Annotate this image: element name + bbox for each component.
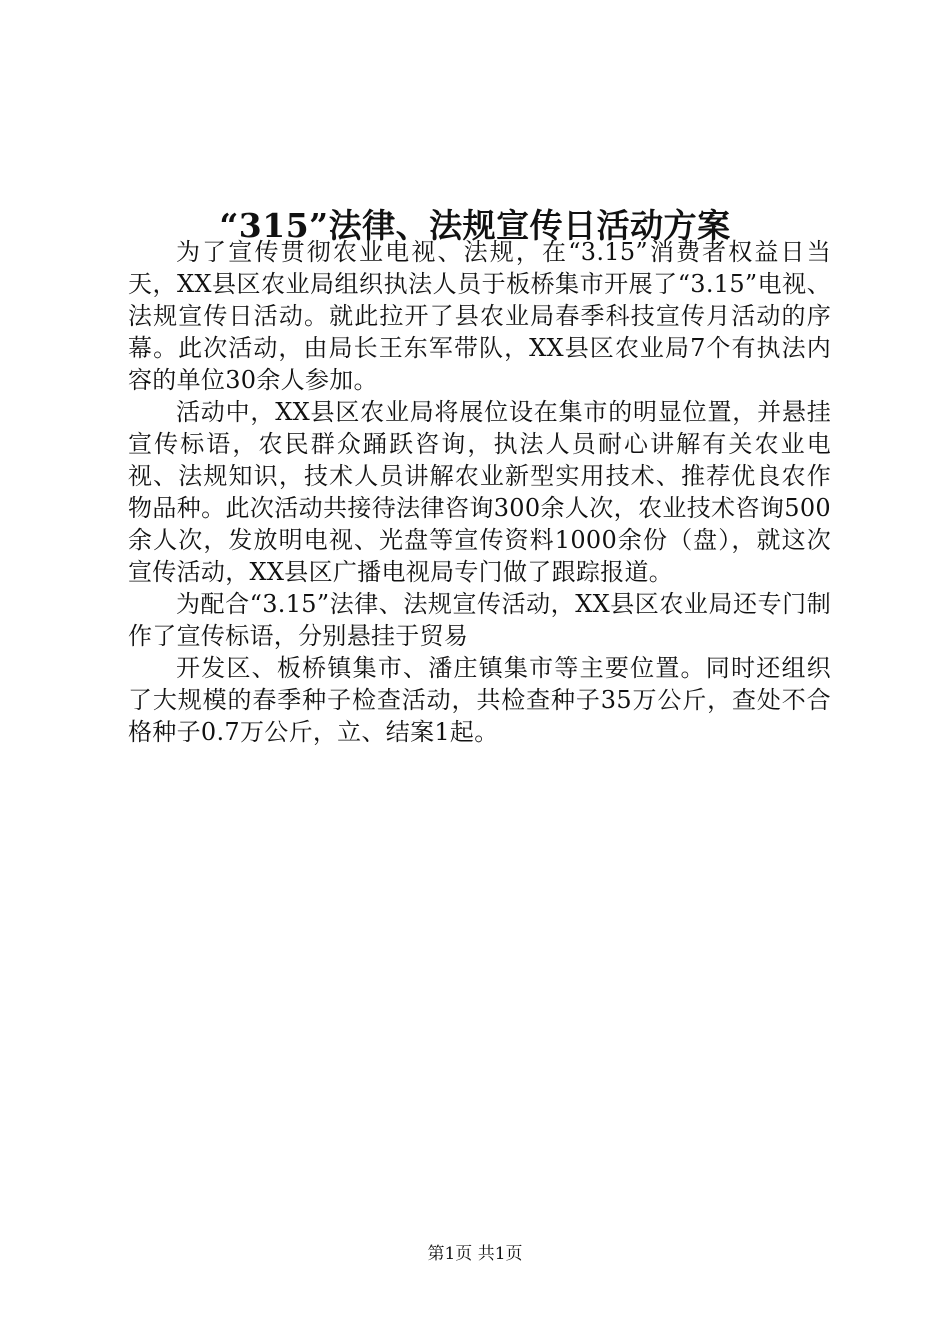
paragraph-3: 为配合“3.15”法律、法规宣传活动，XX县区农业局还专门制作了宣传标语，分别悬挂于贸易	[128, 590, 831, 650]
paragraph-2: 活动中，XX县区农业局将展位设在集市的明显位置，并悬挂宣传标语，农民群众踊跃咨询，执法人员耐心讲解有关农业电视、法规知识，技术人员讲解农业新型实用技术、推荐优良农作物品种。此次活动共接待法律咨询300余人次，农业技术咨询500余人次，发放明电视、光盘等宣传资料1000余份（盘），就这次宣传活动，XX县区广播电视局专门做了跟踪报道。	[128, 398, 831, 586]
paragraph-1: 为了宣传贯彻农业电视、法规，在“3.15”消费者权益日当天，XX县区农业局组织执法人员于板桥集市开展了“3.15”电视、法规宣传日活动。就此拉开了县农业局春季科技宣传月活动的序幕。此次活动，由局长王东军带队，XX县区农业局7个有执法内容的单位30余人参加。	[128, 238, 831, 394]
paragraph-4: 开发区、板桥镇集市、潘庄镇集市等主要位置。同时还组织了大规模的春季种子检查活动，共检查种子35万公斤，查处不合格种子0.7万公斤，立、结案1起。	[128, 654, 831, 746]
document-title: “315”法律、法规宣传日活动方案	[219, 206, 731, 246]
page-footer: 第1页 共1页	[427, 1244, 523, 1264]
document-body	[128, 236, 831, 748]
